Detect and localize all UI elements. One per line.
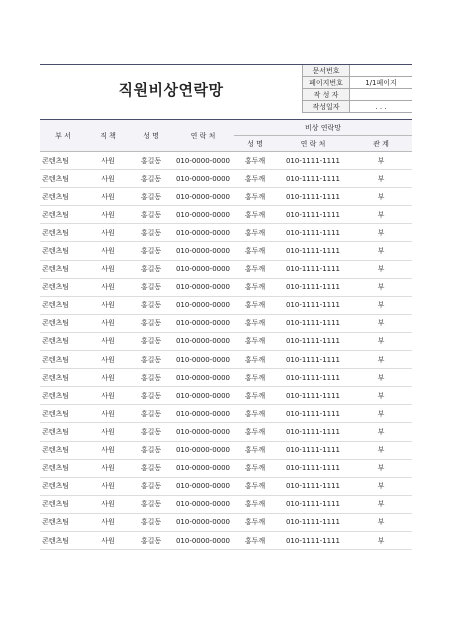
cell-emergency-phone: 010-1111-1111 — [276, 531, 350, 549]
cell-position: 사원 — [86, 531, 130, 549]
cell-emergency-name: 홍두깨 — [234, 477, 276, 495]
cell-position: 사원 — [86, 296, 130, 314]
table-row — [40, 459, 412, 477]
cell-phone: 010-0000-0000 — [172, 206, 234, 224]
cell-relation: 부 — [350, 459, 412, 477]
cell-dept: 콘텐츠팀 — [40, 188, 86, 206]
cell-position: 사원 — [86, 387, 130, 405]
cell-dept: 콘텐츠팀 — [40, 369, 86, 387]
meta-label: 문서번호 — [303, 65, 350, 77]
cell-emergency-name: 홍두깨 — [234, 170, 276, 188]
cell-emergency-phone: 010-1111-1111 — [276, 387, 350, 405]
cell-name: 홍길동 — [130, 170, 172, 188]
cell-relation: 부 — [350, 296, 412, 314]
cell-emergency-name: 홍두깨 — [234, 260, 276, 278]
cell-emergency-name: 홍두깨 — [234, 242, 276, 260]
table-row — [40, 314, 412, 332]
cell-phone: 010-0000-0000 — [172, 351, 234, 369]
cell-dept: 콘텐츠팀 — [40, 332, 86, 350]
table-row — [40, 387, 412, 405]
cell-name: 홍길동 — [130, 224, 172, 242]
cell-phone: 010-0000-0000 — [172, 332, 234, 350]
cell-name: 홍길동 — [130, 405, 172, 423]
header-emergency-name: 성 명 — [234, 136, 276, 152]
cell-name: 홍길동 — [130, 387, 172, 405]
cell-phone: 010-0000-0000 — [172, 495, 234, 513]
cell-name: 홍길동 — [130, 459, 172, 477]
cell-phone: 010-0000-0000 — [172, 423, 234, 441]
table-row — [40, 423, 412, 441]
cell-name: 홍길동 — [130, 423, 172, 441]
contact-table — [40, 119, 412, 550]
cell-emergency-name: 홍두깨 — [234, 369, 276, 387]
table-row — [40, 170, 412, 188]
cell-phone: 010-0000-0000 — [172, 170, 234, 188]
cell-phone: 010-0000-0000 — [172, 296, 234, 314]
cell-position: 사원 — [86, 260, 130, 278]
cell-emergency-name: 홍두깨 — [234, 351, 276, 369]
meta-row-date — [303, 101, 413, 113]
meta-row-doc-number — [303, 65, 413, 77]
cell-relation: 부 — [350, 441, 412, 459]
cell-position: 사원 — [86, 188, 130, 206]
cell-emergency-phone: 010-1111-1111 — [276, 314, 350, 332]
cell-emergency-name: 홍두깨 — [234, 423, 276, 441]
cell-position: 사원 — [86, 477, 130, 495]
meta-row-author — [303, 89, 413, 101]
cell-relation: 부 — [350, 423, 412, 441]
cell-dept: 콘텐츠팀 — [40, 296, 86, 314]
cell-phone: 010-0000-0000 — [172, 242, 234, 260]
cell-name: 홍길동 — [130, 513, 172, 531]
cell-position: 사원 — [86, 513, 130, 531]
cell-relation: 부 — [350, 260, 412, 278]
cell-name: 홍길동 — [130, 531, 172, 549]
cell-dept: 콘텐츠팀 — [40, 513, 86, 531]
cell-name: 홍길동 — [130, 152, 172, 170]
cell-name: 홍길동 — [130, 296, 172, 314]
header-phone: 연 락 처 — [172, 120, 234, 152]
cell-relation: 부 — [350, 387, 412, 405]
cell-emergency-phone: 010-1111-1111 — [276, 369, 350, 387]
cell-relation: 부 — [350, 495, 412, 513]
meta-label: 작성일자 — [303, 101, 350, 113]
cell-emergency-phone: 010-1111-1111 — [276, 188, 350, 206]
table-row — [40, 369, 412, 387]
cell-phone: 010-0000-0000 — [172, 459, 234, 477]
cell-name: 홍길동 — [130, 495, 172, 513]
table-row — [40, 278, 412, 296]
cell-name: 홍길동 — [130, 278, 172, 296]
cell-name: 홍길동 — [130, 188, 172, 206]
cell-emergency-name: 홍두깨 — [234, 206, 276, 224]
cell-position: 사원 — [86, 206, 130, 224]
cell-dept: 콘텐츠팀 — [40, 459, 86, 477]
cell-phone: 010-0000-0000 — [172, 188, 234, 206]
document-header — [40, 64, 412, 113]
cell-relation: 부 — [350, 531, 412, 549]
meta-label: 작 성 자 — [303, 89, 350, 101]
cell-relation: 부 — [350, 278, 412, 296]
meta-value — [350, 65, 413, 77]
cell-emergency-name: 홍두깨 — [234, 531, 276, 549]
cell-phone: 010-0000-0000 — [172, 224, 234, 242]
cell-position: 사원 — [86, 441, 130, 459]
cell-relation: 부 — [350, 224, 412, 242]
cell-dept: 콘텐츠팀 — [40, 224, 86, 242]
cell-relation: 부 — [350, 170, 412, 188]
table-row — [40, 441, 412, 459]
table-row — [40, 531, 412, 549]
cell-name: 홍길동 — [130, 242, 172, 260]
cell-emergency-phone: 010-1111-1111 — [276, 260, 350, 278]
cell-dept: 콘텐츠팀 — [40, 441, 86, 459]
cell-phone: 010-0000-0000 — [172, 441, 234, 459]
cell-position: 사원 — [86, 423, 130, 441]
cell-name: 홍길동 — [130, 477, 172, 495]
cell-dept: 콘텐츠팀 — [40, 405, 86, 423]
cell-emergency-name: 홍두깨 — [234, 152, 276, 170]
table-row — [40, 513, 412, 531]
cell-position: 사원 — [86, 170, 130, 188]
header-emergency-phone: 연 락 처 — [276, 136, 350, 152]
table-row — [40, 405, 412, 423]
table-body — [40, 152, 412, 550]
cell-relation: 부 — [350, 351, 412, 369]
table-row — [40, 224, 412, 242]
cell-position: 사원 — [86, 242, 130, 260]
cell-phone: 010-0000-0000 — [172, 152, 234, 170]
cell-emergency-name: 홍두깨 — [234, 314, 276, 332]
cell-emergency-name: 홍두깨 — [234, 513, 276, 531]
cell-phone: 010-0000-0000 — [172, 387, 234, 405]
page-title: 직원비상연락망 — [118, 80, 224, 99]
cell-emergency-name: 홍두깨 — [234, 296, 276, 314]
cell-dept: 콘텐츠팀 — [40, 242, 86, 260]
cell-dept: 콘텐츠팀 — [40, 152, 86, 170]
cell-emergency-phone: 010-1111-1111 — [276, 513, 350, 531]
cell-relation: 부 — [350, 369, 412, 387]
meta-value: . . . — [350, 101, 413, 113]
table-row — [40, 296, 412, 314]
header-emergency: 비상 연락망 — [234, 120, 412, 136]
cell-name: 홍길동 — [130, 314, 172, 332]
cell-emergency-phone: 010-1111-1111 — [276, 423, 350, 441]
cell-emergency-phone: 010-1111-1111 — [276, 495, 350, 513]
cell-position: 사원 — [86, 459, 130, 477]
meta-label: 페이지번호 — [303, 77, 350, 89]
cell-emergency-name: 홍두깨 — [234, 495, 276, 513]
cell-emergency-phone: 010-1111-1111 — [276, 332, 350, 350]
cell-name: 홍길동 — [130, 369, 172, 387]
cell-phone: 010-0000-0000 — [172, 369, 234, 387]
cell-dept: 콘텐츠팀 — [40, 314, 86, 332]
cell-dept: 콘텐츠팀 — [40, 170, 86, 188]
cell-position: 사원 — [86, 495, 130, 513]
cell-emergency-phone: 010-1111-1111 — [276, 278, 350, 296]
cell-phone: 010-0000-0000 — [172, 314, 234, 332]
cell-emergency-phone: 010-1111-1111 — [276, 296, 350, 314]
cell-position: 사원 — [86, 224, 130, 242]
header-relation: 관 계 — [350, 136, 412, 152]
cell-name: 홍길동 — [130, 332, 172, 350]
cell-emergency-phone: 010-1111-1111 — [276, 441, 350, 459]
cell-relation: 부 — [350, 513, 412, 531]
cell-emergency-name: 홍두깨 — [234, 188, 276, 206]
cell-phone: 010-0000-0000 — [172, 531, 234, 549]
table-row — [40, 206, 412, 224]
cell-phone: 010-0000-0000 — [172, 260, 234, 278]
cell-relation: 부 — [350, 242, 412, 260]
document-meta-table — [302, 65, 412, 113]
table-row — [40, 495, 412, 513]
cell-emergency-phone: 010-1111-1111 — [276, 477, 350, 495]
cell-dept: 콘텐츠팀 — [40, 495, 86, 513]
cell-emergency-phone: 010-1111-1111 — [276, 170, 350, 188]
header-name: 성 명 — [130, 120, 172, 152]
cell-relation: 부 — [350, 314, 412, 332]
cell-dept: 콘텐츠팀 — [40, 260, 86, 278]
cell-phone: 010-0000-0000 — [172, 405, 234, 423]
table-row — [40, 260, 412, 278]
cell-emergency-phone: 010-1111-1111 — [276, 242, 350, 260]
meta-row-page-number — [303, 77, 413, 89]
cell-position: 사원 — [86, 278, 130, 296]
table-header-row — [40, 120, 412, 136]
table-row — [40, 477, 412, 495]
meta-value — [350, 89, 413, 101]
cell-position: 사원 — [86, 314, 130, 332]
header-dept: 부 서 — [40, 120, 86, 152]
cell-name: 홍길동 — [130, 441, 172, 459]
cell-emergency-name: 홍두깨 — [234, 332, 276, 350]
cell-name: 홍길동 — [130, 260, 172, 278]
cell-relation: 부 — [350, 405, 412, 423]
cell-emergency-phone: 010-1111-1111 — [276, 459, 350, 477]
cell-relation: 부 — [350, 477, 412, 495]
cell-dept: 콘텐츠팀 — [40, 423, 86, 441]
cell-phone: 010-0000-0000 — [172, 477, 234, 495]
table-row — [40, 351, 412, 369]
cell-relation: 부 — [350, 188, 412, 206]
header-position: 직 책 — [86, 120, 130, 152]
cell-dept: 콘텐츠팀 — [40, 278, 86, 296]
cell-position: 사원 — [86, 152, 130, 170]
cell-emergency-name: 홍두깨 — [234, 441, 276, 459]
cell-dept: 콘텐츠팀 — [40, 351, 86, 369]
cell-position: 사원 — [86, 405, 130, 423]
cell-name: 홍길동 — [130, 206, 172, 224]
cell-name: 홍길동 — [130, 351, 172, 369]
cell-emergency-name: 홍두깨 — [234, 405, 276, 423]
cell-relation: 부 — [350, 332, 412, 350]
cell-emergency-phone: 010-1111-1111 — [276, 152, 350, 170]
cell-emergency-phone: 010-1111-1111 — [276, 405, 350, 423]
cell-emergency-name: 홍두깨 — [234, 224, 276, 242]
cell-dept: 콘텐츠팀 — [40, 477, 86, 495]
cell-position: 사원 — [86, 369, 130, 387]
cell-emergency-phone: 010-1111-1111 — [276, 206, 350, 224]
cell-emergency-name: 홍두깨 — [234, 459, 276, 477]
cell-emergency-phone: 010-1111-1111 — [276, 224, 350, 242]
cell-dept: 콘텐츠팀 — [40, 387, 86, 405]
table-row — [40, 152, 412, 170]
cell-emergency-phone: 010-1111-1111 — [276, 351, 350, 369]
cell-dept: 콘텐츠팀 — [40, 531, 86, 549]
cell-position: 사원 — [86, 332, 130, 350]
cell-position: 사원 — [86, 351, 130, 369]
table-row — [40, 188, 412, 206]
cell-phone: 010-0000-0000 — [172, 278, 234, 296]
cell-dept: 콘텐츠팀 — [40, 206, 86, 224]
cell-emergency-name: 홍두깨 — [234, 387, 276, 405]
cell-phone: 010-0000-0000 — [172, 513, 234, 531]
meta-value: 1/1페이지 — [350, 77, 413, 89]
table-row — [40, 332, 412, 350]
cell-relation: 부 — [350, 206, 412, 224]
table-row — [40, 242, 412, 260]
cell-emergency-name: 홍두깨 — [234, 278, 276, 296]
cell-relation: 부 — [350, 152, 412, 170]
